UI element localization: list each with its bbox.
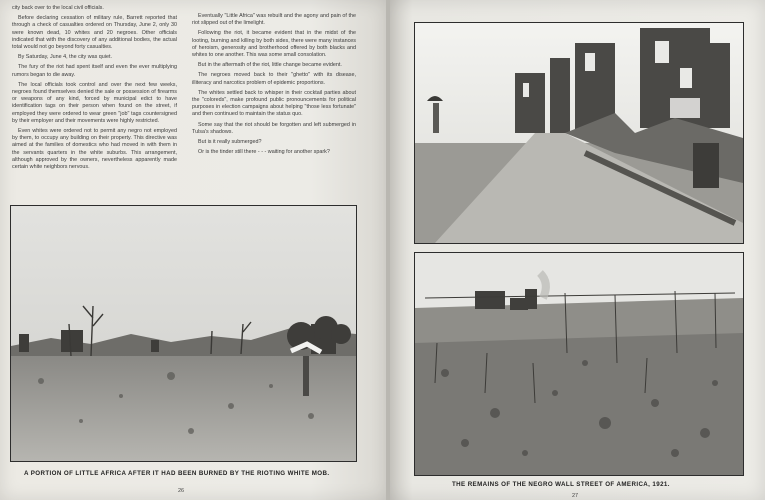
- photo-caption: A PORTION OF LITTLE AFRICA AFTER IT HAD BEEN BURNED BY THE RIOTING WHITE MOB.: [24, 470, 330, 477]
- paragraph: Before declaring cessation of military rule, Barrett reported that through a check of casualties ordered on Thursday, June 2, only 30 were known dead, 10 whites and 20 negroes. Other officials indicated that with the discovery of any additional bodies, the actual total would not go beyond forty casualties.: [12, 15, 177, 51]
- ruined-street-photo: [414, 22, 744, 244]
- right-text-column: [192, 13, 356, 159]
- burned-district-panorama-photo: [414, 252, 744, 476]
- paragraph: Some say that the riot should be forgotten and left submerged in Tulsa's shadows.: [192, 121, 356, 135]
- paragraph: But in the aftermath of the riot, little change became evident.: [198, 62, 342, 69]
- paragraph: The fury of the riot had spent itself and even the ever multiplying rumors began to die away.: [12, 64, 177, 78]
- photo-caption: THE REMAINS OF THE NEGRO WALL STREET OF AMERICA, 1921.: [452, 481, 670, 488]
- left-text-column: [12, 5, 177, 174]
- paragraph: Following the riot, it became evident that in the midst of the looting, burning and killing by both sides, there were many instances of heroism, generosity and brotherhood offered by both blacks and whites to one another. This was some small consolation.: [192, 30, 356, 59]
- right-page: [390, 0, 765, 500]
- page-number: 27: [572, 493, 579, 499]
- paragraph: The negroes moved back to their "ghetto" with its disease, illiteracy and narcotics problem of epidemic proportions.: [192, 72, 356, 86]
- paragraph: By Saturday, June 4, the city was quiet.: [18, 54, 112, 61]
- page-number: 26: [178, 488, 185, 494]
- paragraph: The whites settled back to whisper in their cocktail parties about the "coloreds", make profound public pronouncements for political purposes in election campaigns about helping "those less fortunate" and then continued to maintain the status quo.: [192, 89, 356, 118]
- burned-little-africa-photo: [10, 205, 357, 462]
- paragraph: The local officials took control and over the next few weeks, negroes found themselves denied the sale or possession of firearms or weapons of any kind, forced by municipal edict to have identification tags on their person when found on the street, if employed they were ordered to wear green "job" tags countersigned by their employer and their movements were highly restricted.: [12, 81, 177, 124]
- paragraph: city back over to the local civil officials.: [12, 5, 104, 11]
- paragraph: Even whites were ordered not to permit any negro not employed by them, to occupy any building on their property. This directive was aimed at the families of domestics who had moved in with them in the servants quarters in the white suburbs. This arrangement, although approved by the owners, nevertheless apparently made certain white neighbors nervous.: [12, 128, 177, 171]
- paragraph: But is it really submerged?: [198, 139, 262, 146]
- paragraph: Eventually "Little Africa" was rebuilt and the agony and pain of the riot slipped out of the limelight.: [192, 13, 356, 27]
- paragraph: Or is the tinder still there - - - waiting for another spark?: [198, 149, 330, 156]
